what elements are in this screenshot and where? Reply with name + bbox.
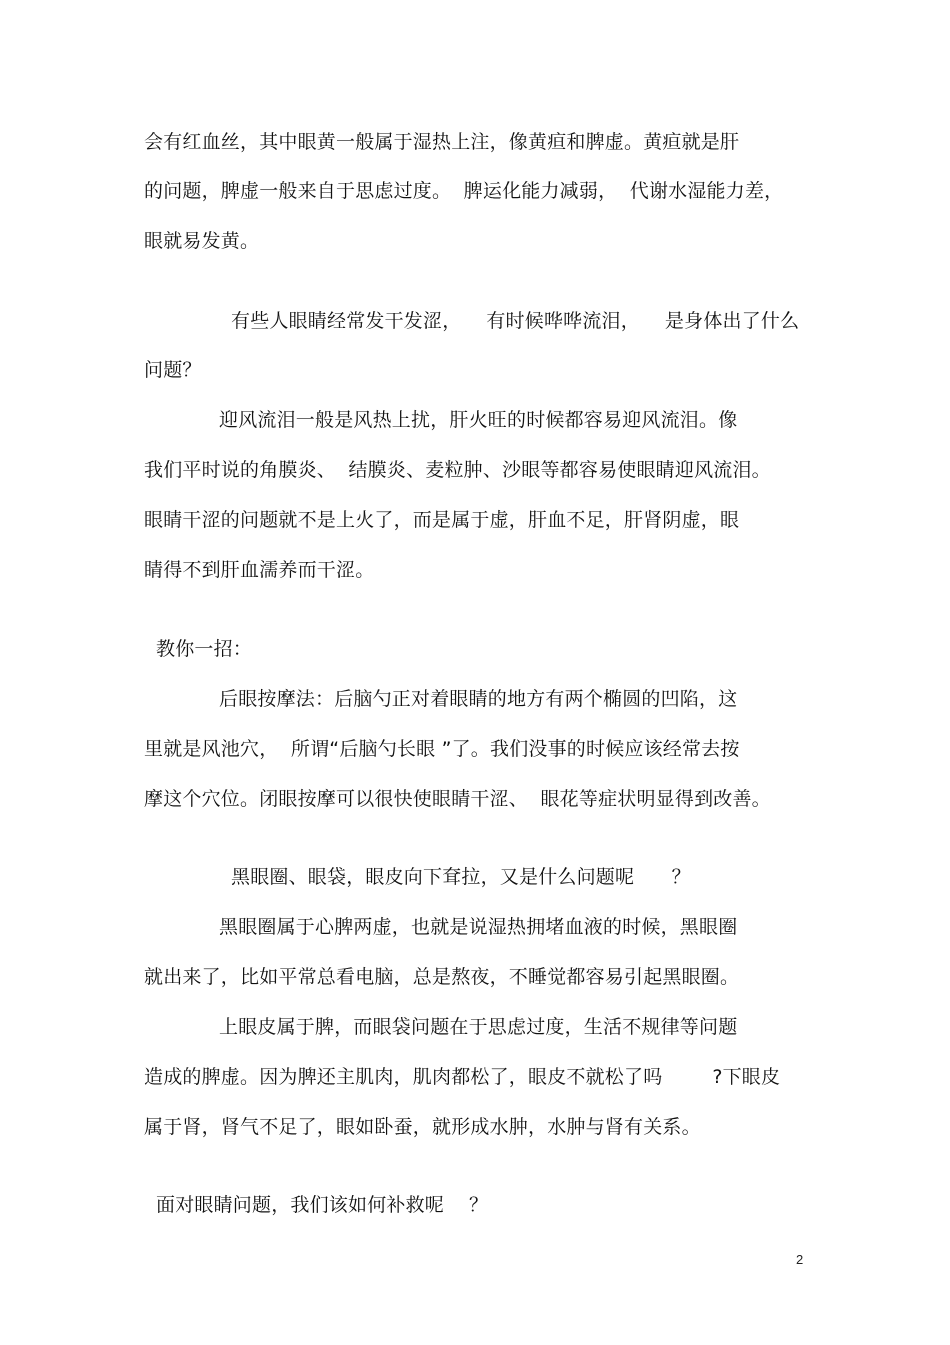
text-line: 有些人眼睛经常发干发涩， 有时候哗哗流泪， 是身体出了什么 (231, 310, 800, 332)
text-line: 造成的脾虚。因为脾还主肌肉，肌肉都松了，眼皮不就松了吗 ?下眼皮 (144, 1066, 781, 1088)
text-line: 问题？ (144, 359, 202, 381)
text-line: 摩这个穴位。闭眼按摩可以很快使眼睛干涩、 眼花等症状明显得到改善。 (144, 788, 771, 810)
text-line: 会有红血丝，其中眼黄一般属于湿热上注，像黄疸和脾虚。黄疸就是肝 (144, 131, 740, 153)
section-heading: 面对眼睛问题，我们该如何补救呢 ？ (156, 1194, 489, 1216)
text-line: 我们平时说的角膜炎、 结膜炎、麦粒肿、沙眼等都容易使眼睛迎风流泪。 (144, 459, 771, 481)
text-line: 里就是风池穴， 所谓“后脑勺长眼 ”了。我们没事的时候应该经常去按 (144, 738, 740, 760)
text-line: 属于肾，肾气不足了，眼如卧蚕，就形成水肿，水肿与肾有关系。 (144, 1116, 701, 1138)
text-line: 睛得不到肝血濡养而干涩。 (144, 559, 375, 581)
text-line: 眼就易发黄。 (144, 230, 260, 252)
page-number: 2 (796, 1252, 804, 1267)
text-line: 迎风流泪一般是风热上扰，肝火旺的时候都容易迎风流泪。像 (219, 409, 738, 431)
text-line: 就出来了，比如平常总看电脑，总是熬夜，不睡觉都容易引起黑眼圈。 (144, 966, 740, 988)
text-line: 眼睛干涩的问题就不是上火了，而是属于虚，肝血不足，肝肾阴虚，眼 (144, 509, 740, 531)
text-line: 的问题，脾虚一般来自于思虑过度。 脾运化能力减弱， 代谢水湿能力差， (144, 180, 784, 202)
section-heading: 教你一招： (156, 638, 253, 660)
text-line: 上眼皮属于脾，而眼袋问题在于思虑过度，生活不规律等问题 (219, 1016, 738, 1038)
text-line: 黑眼圈、眼袋，眼皮向下耷拉，又是什么问题呢 ？ (231, 866, 691, 888)
text-line: 后眼按摩法：后脑勺正对着眼睛的地方有两个椭圆的凹陷，这 (219, 688, 738, 710)
text-line: 黑眼圈属于心脾两虚，也就是说湿热拥堵血液的时候，黑眼圈 (219, 916, 738, 938)
